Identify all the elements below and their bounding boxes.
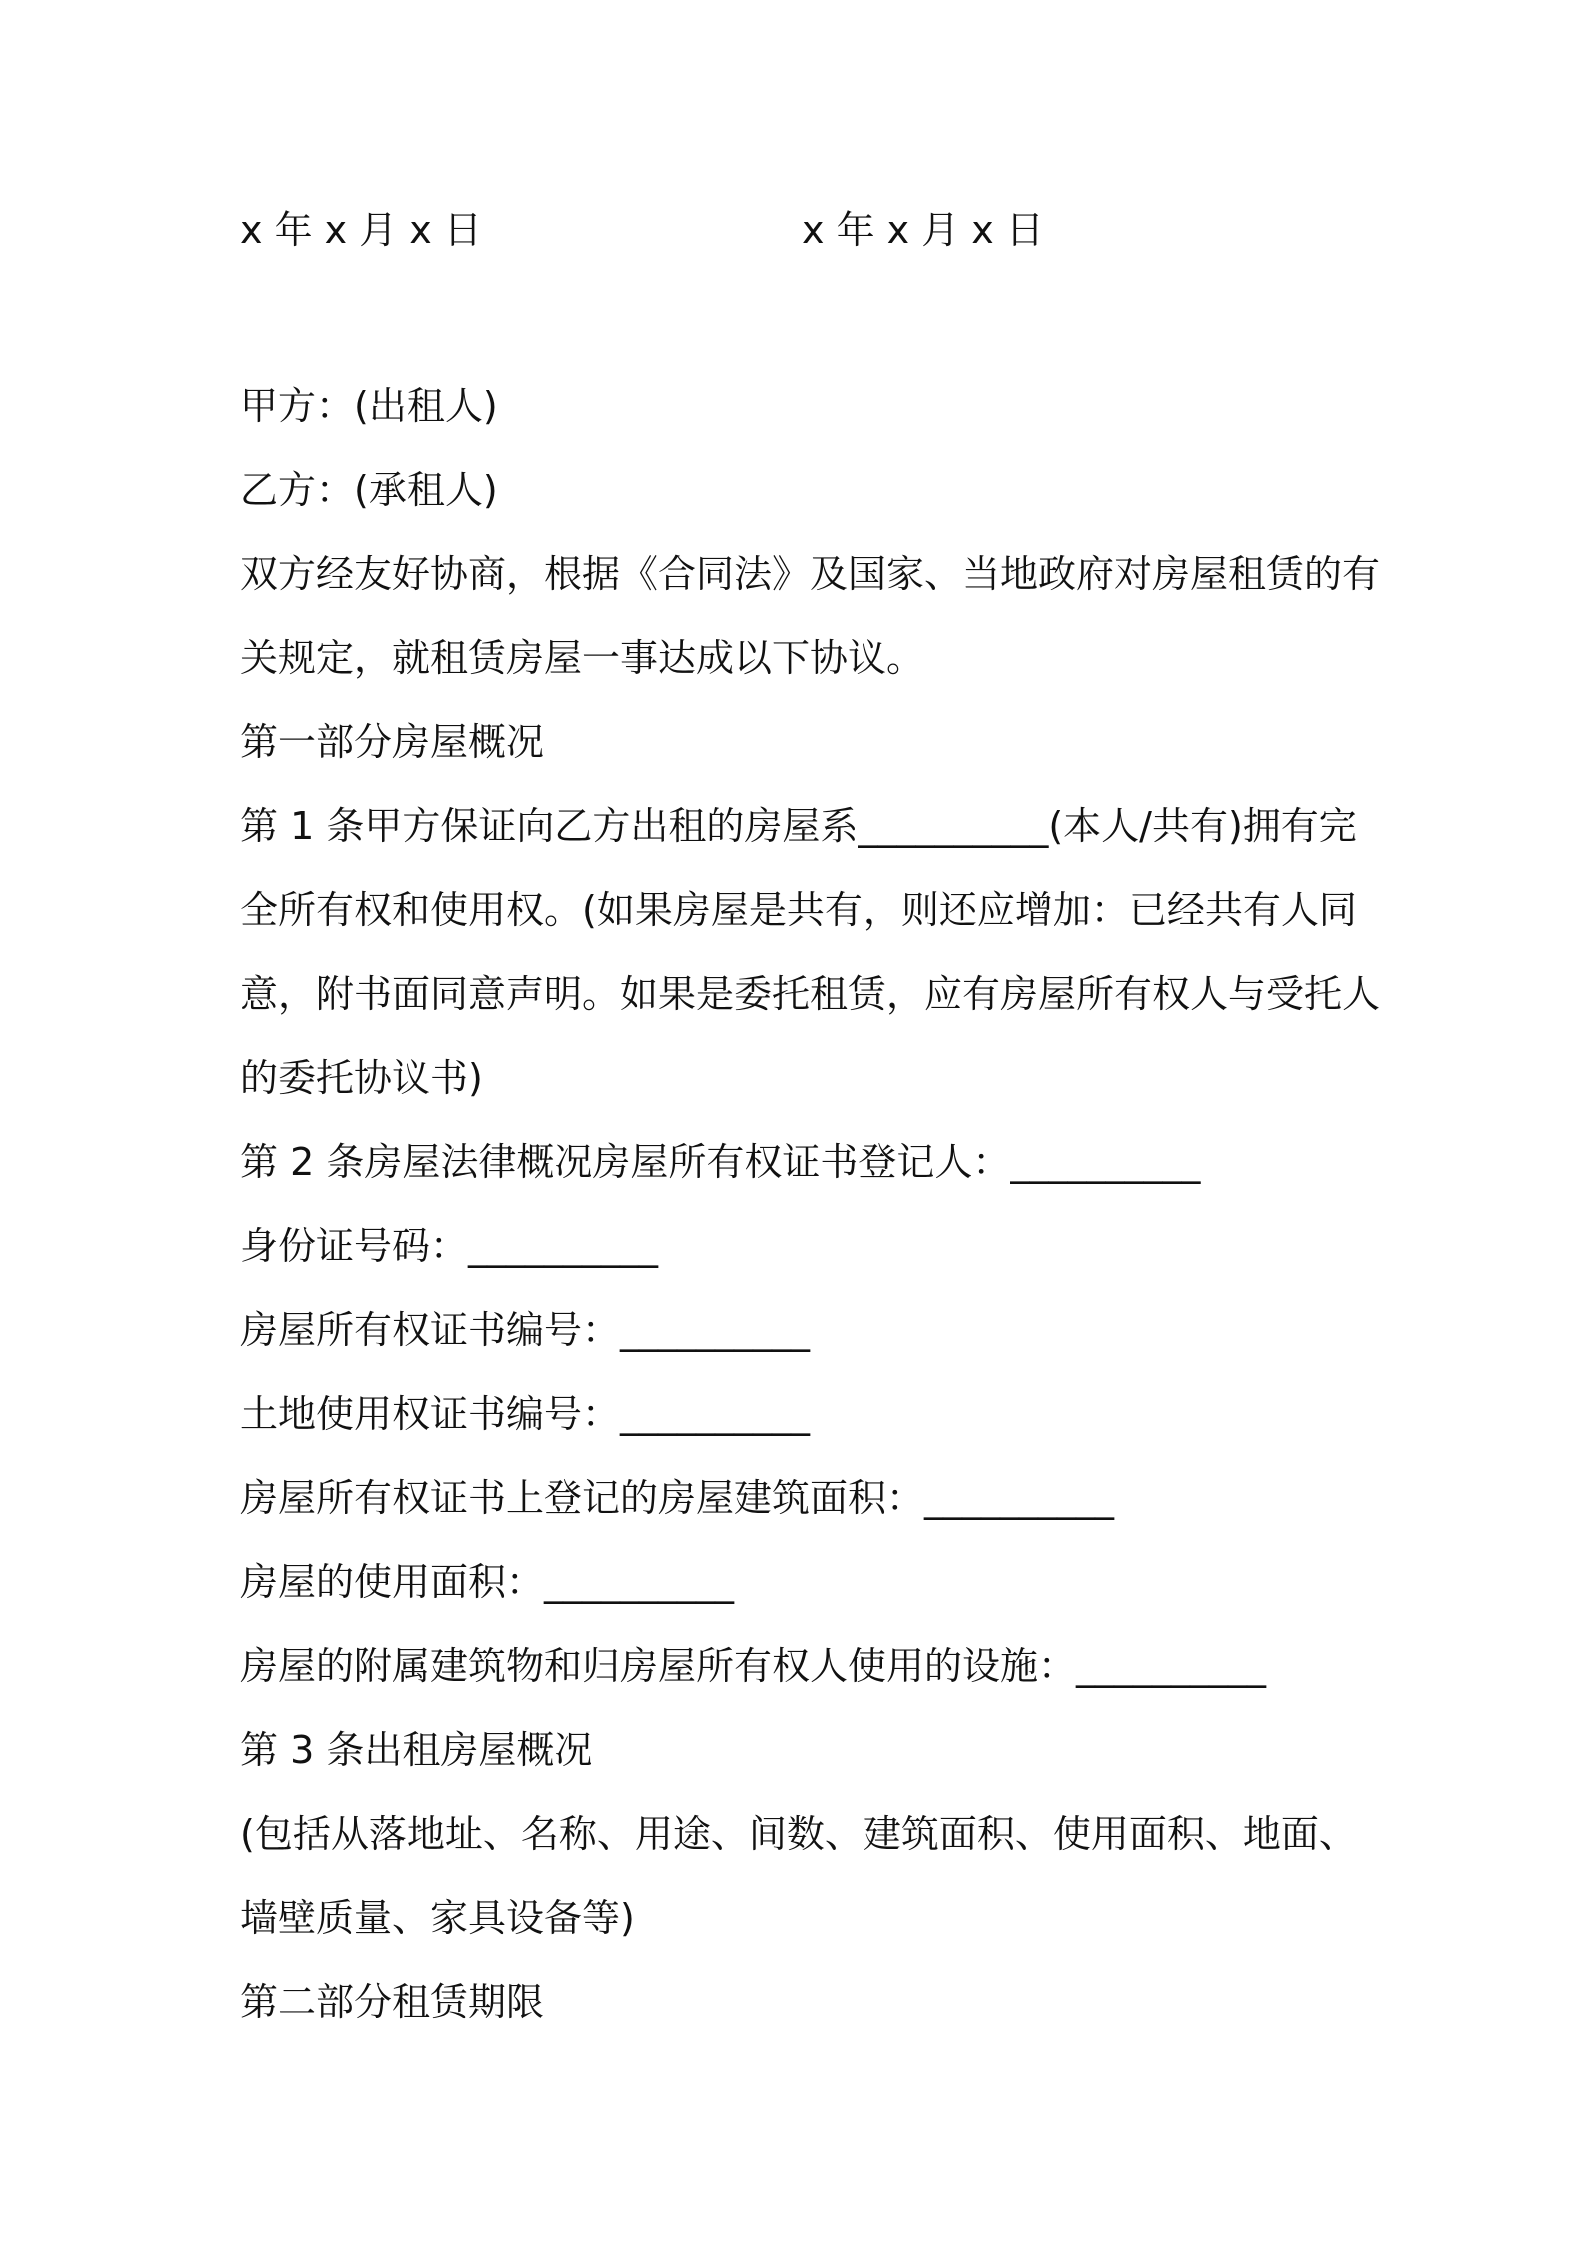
preamble-line-1: 双方经友好协商，根据《合同法》及国家、当地政府对房屋租赁的有 xyxy=(240,552,1381,596)
section-heading-2: 第二部分租赁期限 xyxy=(240,1980,545,2024)
facilities-line: 房屋的附属建筑物和归房屋所有权人使用的设施：__________ xyxy=(240,1644,1267,1688)
signature-dates xyxy=(240,200,1440,260)
id-number-line: 身份证号码：__________ xyxy=(240,1224,659,1268)
article-1-line-4: 的委托协议书) xyxy=(240,1056,483,1100)
contract-body xyxy=(240,364,1381,2044)
party-b-line: 乙方：(承租人) xyxy=(240,468,498,512)
date-right: x 年 x 月 x 日 xyxy=(802,208,1044,252)
usable-area-line: 房屋的使用面积：__________ xyxy=(240,1560,735,1604)
party-a-line: 甲方：(出租人) xyxy=(240,384,498,428)
article-3-line-2: 墙壁质量、家具设备等) xyxy=(240,1896,635,1940)
preamble-line-2: 关规定，就租赁房屋一事达成以下协议。 xyxy=(240,636,925,680)
ownership-cert-line: 房屋所有权证书编号：__________ xyxy=(240,1308,811,1352)
article-3-heading: 第 3 条出租房屋概况 xyxy=(240,1728,593,1772)
article-1-line-2: 全所有权和使用权。(如果房屋是共有，则还应增加：已经共有人同 xyxy=(240,888,1357,932)
article-1-line-1: 第 1 条甲方保证向乙方出租的房屋系__________(本人/共有)拥有完 xyxy=(240,804,1357,848)
date-left: x 年 x 月 x 日 xyxy=(240,208,482,252)
land-cert-line: 土地使用权证书编号：__________ xyxy=(240,1392,811,1436)
article-3-line-1: (包括从落地址、名称、用途、间数、建筑面积、使用面积、地面、 xyxy=(240,1812,1357,1856)
building-area-line: 房屋所有权证书上登记的房屋建筑面积：__________ xyxy=(240,1476,1115,1520)
article-2-line-1: 第 2 条房屋法律概况房屋所有权证书登记人：__________ xyxy=(240,1140,1201,1184)
section-heading-1: 第一部分房屋概况 xyxy=(240,720,545,764)
article-1-line-3: 意，附书面同意声明。如果是委托租赁，应有房屋所有权人与受托人 xyxy=(240,972,1381,1016)
